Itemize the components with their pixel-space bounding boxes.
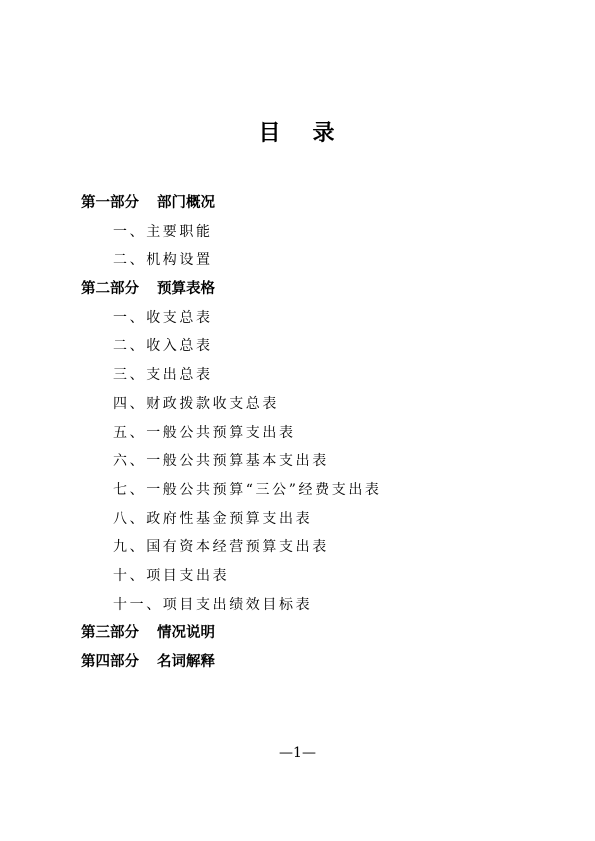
toc-item[interactable]: 二、收入总表 bbox=[113, 338, 213, 355]
toc-item[interactable]: 二、机构设置 bbox=[113, 252, 213, 269]
toc-part-2[interactable] bbox=[0, 275, 595, 304]
toc-item[interactable]: 七、一般公共预算“三公”经费支出表 bbox=[113, 481, 382, 498]
toc-part-1[interactable] bbox=[0, 189, 595, 218]
toc-item[interactable]: 一、收支总表 bbox=[113, 309, 213, 326]
title-char-1: 目 bbox=[258, 120, 283, 146]
toc-item[interactable]: 三、支出总表 bbox=[113, 367, 213, 384]
toc-item[interactable]: 八、政府性基金预算支出表 bbox=[113, 510, 313, 527]
part-label: 第二部分 bbox=[81, 281, 139, 298]
part-title: 名词解释 bbox=[157, 654, 215, 670]
toc-item[interactable]: 一、主要职能 bbox=[113, 223, 213, 240]
part-label: 第一部分 bbox=[81, 195, 139, 211]
title-char-2: 录 bbox=[312, 120, 337, 146]
toc-item[interactable]: 四、财政拨款收支总表 bbox=[113, 395, 279, 412]
toc-part-3[interactable] bbox=[0, 619, 595, 648]
toc-item[interactable]: 五、一般公共预算支出表 bbox=[113, 424, 296, 441]
table-of-contents bbox=[0, 189, 595, 677]
page-number: —1— bbox=[279, 745, 316, 761]
toc-item[interactable]: 六、一般公共预算基本支出表 bbox=[113, 453, 329, 470]
part-title: 部门概况 bbox=[157, 195, 215, 211]
part-label: 第三部分 bbox=[81, 625, 139, 642]
part-title: 情况说明 bbox=[157, 625, 215, 642]
part-label: 第四部分 bbox=[81, 654, 139, 670]
toc-item[interactable]: 九、国有资本经营预算支出表 bbox=[113, 539, 329, 556]
part-title: 预算表格 bbox=[157, 281, 215, 298]
toc-item[interactable]: 十一、项目支出绩效目标表 bbox=[113, 596, 313, 613]
toc-part-4[interactable] bbox=[0, 648, 595, 677]
toc-item[interactable]: 十、项目支出表 bbox=[113, 567, 230, 584]
page-title bbox=[0, 116, 595, 147]
